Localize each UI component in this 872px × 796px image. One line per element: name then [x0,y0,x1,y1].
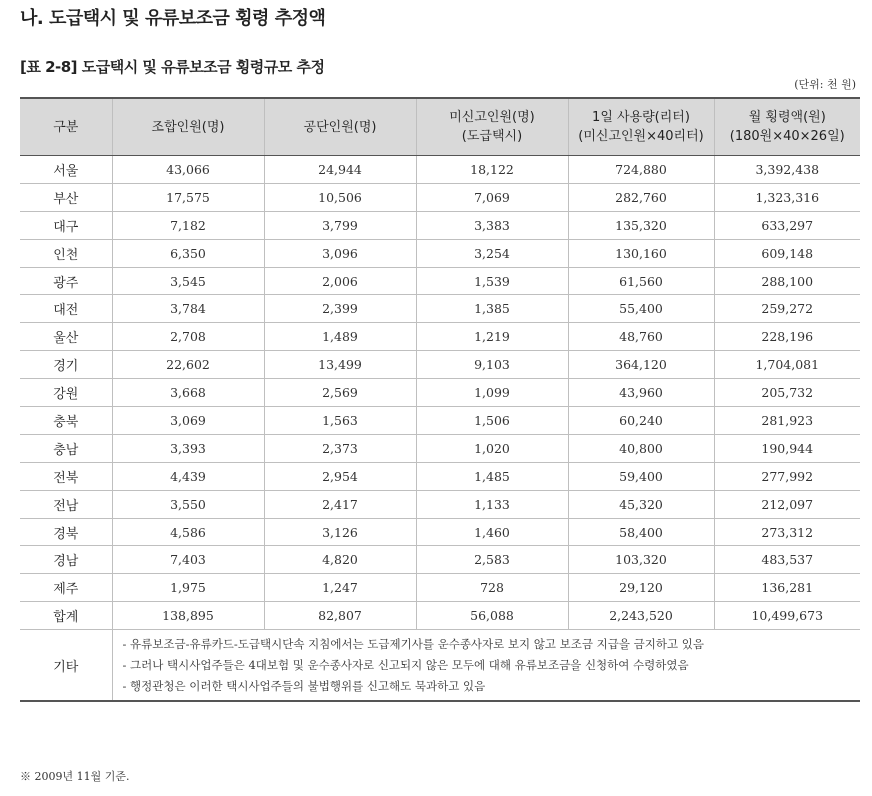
table-row [20,323,860,351]
cell-unreported: 1,020 [416,434,568,462]
cell-unreported: 56,088 [416,602,568,630]
cell-daily: 40,800 [568,434,714,462]
cell-region: 전남 [20,490,112,518]
cell-public: 82,807 [264,602,416,630]
cell-daily: 43,960 [568,379,714,407]
note-line: - 행정관청은 이러한 택시사업주들의 불법행위를 신고해도 묵과하고 있음 [122,678,486,693]
cell-region: 부산 [20,183,112,211]
cell-union: 17,575 [112,183,264,211]
cell-region: 서울 [20,156,112,184]
cell-region: 제주 [20,574,112,602]
header-daily-line2: (미신고인원×40리터) [578,129,704,144]
cell-monthly: 609,148 [714,239,860,267]
table-caption: [표 2-8] 도급택시 및 유류보조금 횡령규모 추정 [20,58,325,76]
cell-unreported: 9,103 [416,351,568,379]
cell-public: 1,563 [264,407,416,435]
cell-unreported: 1,099 [416,379,568,407]
cell-public: 3,799 [264,211,416,239]
table-row [20,462,860,490]
header-unreported-line1: 미신고인원(명) [449,110,535,125]
cell-daily: 45,320 [568,490,714,518]
cell-union: 3,550 [112,490,264,518]
cell-public: 2,569 [264,379,416,407]
cell-public: 1,489 [264,323,416,351]
table-row [20,211,860,239]
cell-unreported: 1,133 [416,490,568,518]
cell-monthly: 1,704,081 [714,351,860,379]
cell-union: 138,895 [112,602,264,630]
table-row [20,490,860,518]
cell-daily: 724,880 [568,156,714,184]
cell-union: 6,350 [112,239,264,267]
cell-daily: 282,760 [568,183,714,211]
cell-monthly: 273,312 [714,518,860,546]
header-union: 조합인원(명) [112,98,264,156]
cell-region: 경북 [20,518,112,546]
header-daily [568,98,714,156]
estimate-table [20,97,860,702]
header-monthly-line1: 월 횡령액(원) [748,110,826,125]
cell-union: 3,545 [112,267,264,295]
section-title: 나. 도급택시 및 유류보조금 횡령 추정액 [20,8,326,29]
table-body [20,156,860,702]
cell-unreported: 1,539 [416,267,568,295]
cell-region: 경기 [20,351,112,379]
cell-union: 2,708 [112,323,264,351]
total-row [20,602,860,630]
table-row [20,239,860,267]
other-label: 기타 [20,630,112,702]
cell-public: 24,944 [264,156,416,184]
cell-daily: 103,320 [568,546,714,574]
table-row [20,379,860,407]
cell-daily: 60,240 [568,407,714,435]
cell-unreported: 18,122 [416,156,568,184]
cell-monthly: 3,392,438 [714,156,860,184]
table-row [20,351,860,379]
footnote: ※ 2009년 11월 기준. [20,770,130,783]
cell-monthly: 483,537 [714,546,860,574]
cell-monthly: 212,097 [714,490,860,518]
cell-union: 1,975 [112,574,264,602]
cell-union: 3,784 [112,295,264,323]
cell-public: 4,820 [264,546,416,574]
cell-unreported: 728 [416,574,568,602]
header-monthly-line2: (180원×40×26일) [729,129,845,144]
cell-monthly: 205,732 [714,379,860,407]
cell-unreported: 1,460 [416,518,568,546]
cell-monthly: 136,281 [714,574,860,602]
cell-unreported: 3,383 [416,211,568,239]
cell-daily: 48,760 [568,323,714,351]
cell-region: 광주 [20,267,112,295]
cell-region: 충남 [20,434,112,462]
cell-monthly: 259,272 [714,295,860,323]
header-region: 구분 [20,98,112,156]
cell-monthly: 10,499,673 [714,602,860,630]
cell-public: 1,247 [264,574,416,602]
cell-monthly: 190,944 [714,434,860,462]
cell-daily: 135,320 [568,211,714,239]
other-row [20,630,860,702]
cell-union: 4,439 [112,462,264,490]
cell-public: 2,954 [264,462,416,490]
note-line: - 유류보조금-유류카드-도급택시단속 지침에서는 도급제기사를 운수종사자로 보지 않고 보조금 지급을 금지하고 있음 [122,636,704,651]
cell-public: 13,499 [264,351,416,379]
cell-public: 3,096 [264,239,416,267]
header-row [20,98,860,156]
table-row [20,156,860,184]
cell-public: 10,506 [264,183,416,211]
cell-unreported: 7,069 [416,183,568,211]
cell-monthly: 1,323,316 [714,183,860,211]
cell-union: 3,668 [112,379,264,407]
cell-unreported: 1,485 [416,462,568,490]
table-row [20,518,860,546]
cell-public: 3,126 [264,518,416,546]
cell-monthly: 281,923 [714,407,860,435]
cell-region: 강원 [20,379,112,407]
cell-region: 경남 [20,546,112,574]
cell-union: 7,182 [112,211,264,239]
cell-daily: 59,400 [568,462,714,490]
header-daily-line1: 1일 사용량(리터) [592,110,690,125]
unit-note: (단위: 천 원) [794,78,856,91]
cell-daily: 58,400 [568,518,714,546]
cell-region: 충북 [20,407,112,435]
table-row [20,434,860,462]
cell-daily: 55,400 [568,295,714,323]
cell-public: 2,373 [264,434,416,462]
table-row [20,295,860,323]
cell-region: 울산 [20,323,112,351]
header-unreported-line2: (도급택시) [461,129,523,144]
cell-daily: 61,560 [568,267,714,295]
cell-region: 전북 [20,462,112,490]
table-row [20,267,860,295]
cell-monthly: 288,100 [714,267,860,295]
cell-monthly: 277,992 [714,462,860,490]
table-row [20,546,860,574]
note-line: - 그러나 택시사업주들은 4대보험 및 운수종사자로 신고되지 않은 모두에 대해 유류보조금을 신청하여 수령하였음 [122,657,689,672]
cell-public: 2,399 [264,295,416,323]
other-notes [112,630,860,702]
cell-monthly: 228,196 [714,323,860,351]
table-row [20,407,860,435]
cell-union: 3,069 [112,407,264,435]
cell-daily: 2,243,520 [568,602,714,630]
cell-union: 4,586 [112,518,264,546]
header-unreported [416,98,568,156]
cell-public: 2,417 [264,490,416,518]
header-public: 공단인원(명) [264,98,416,156]
table-row [20,183,860,211]
cell-public: 2,006 [264,267,416,295]
cell-unreported: 1,506 [416,407,568,435]
cell-monthly: 633,297 [714,211,860,239]
cell-region: 합계 [20,602,112,630]
cell-union: 43,066 [112,156,264,184]
cell-region: 대구 [20,211,112,239]
cell-daily: 29,120 [568,574,714,602]
cell-unreported: 1,219 [416,323,568,351]
cell-daily: 130,160 [568,239,714,267]
cell-unreported: 2,583 [416,546,568,574]
header-monthly [714,98,860,156]
cell-unreported: 3,254 [416,239,568,267]
cell-union: 7,403 [112,546,264,574]
cell-daily: 364,120 [568,351,714,379]
cell-unreported: 1,385 [416,295,568,323]
cell-region: 대전 [20,295,112,323]
cell-union: 22,602 [112,351,264,379]
cell-region: 인천 [20,239,112,267]
table-row [20,574,860,602]
cell-union: 3,393 [112,434,264,462]
